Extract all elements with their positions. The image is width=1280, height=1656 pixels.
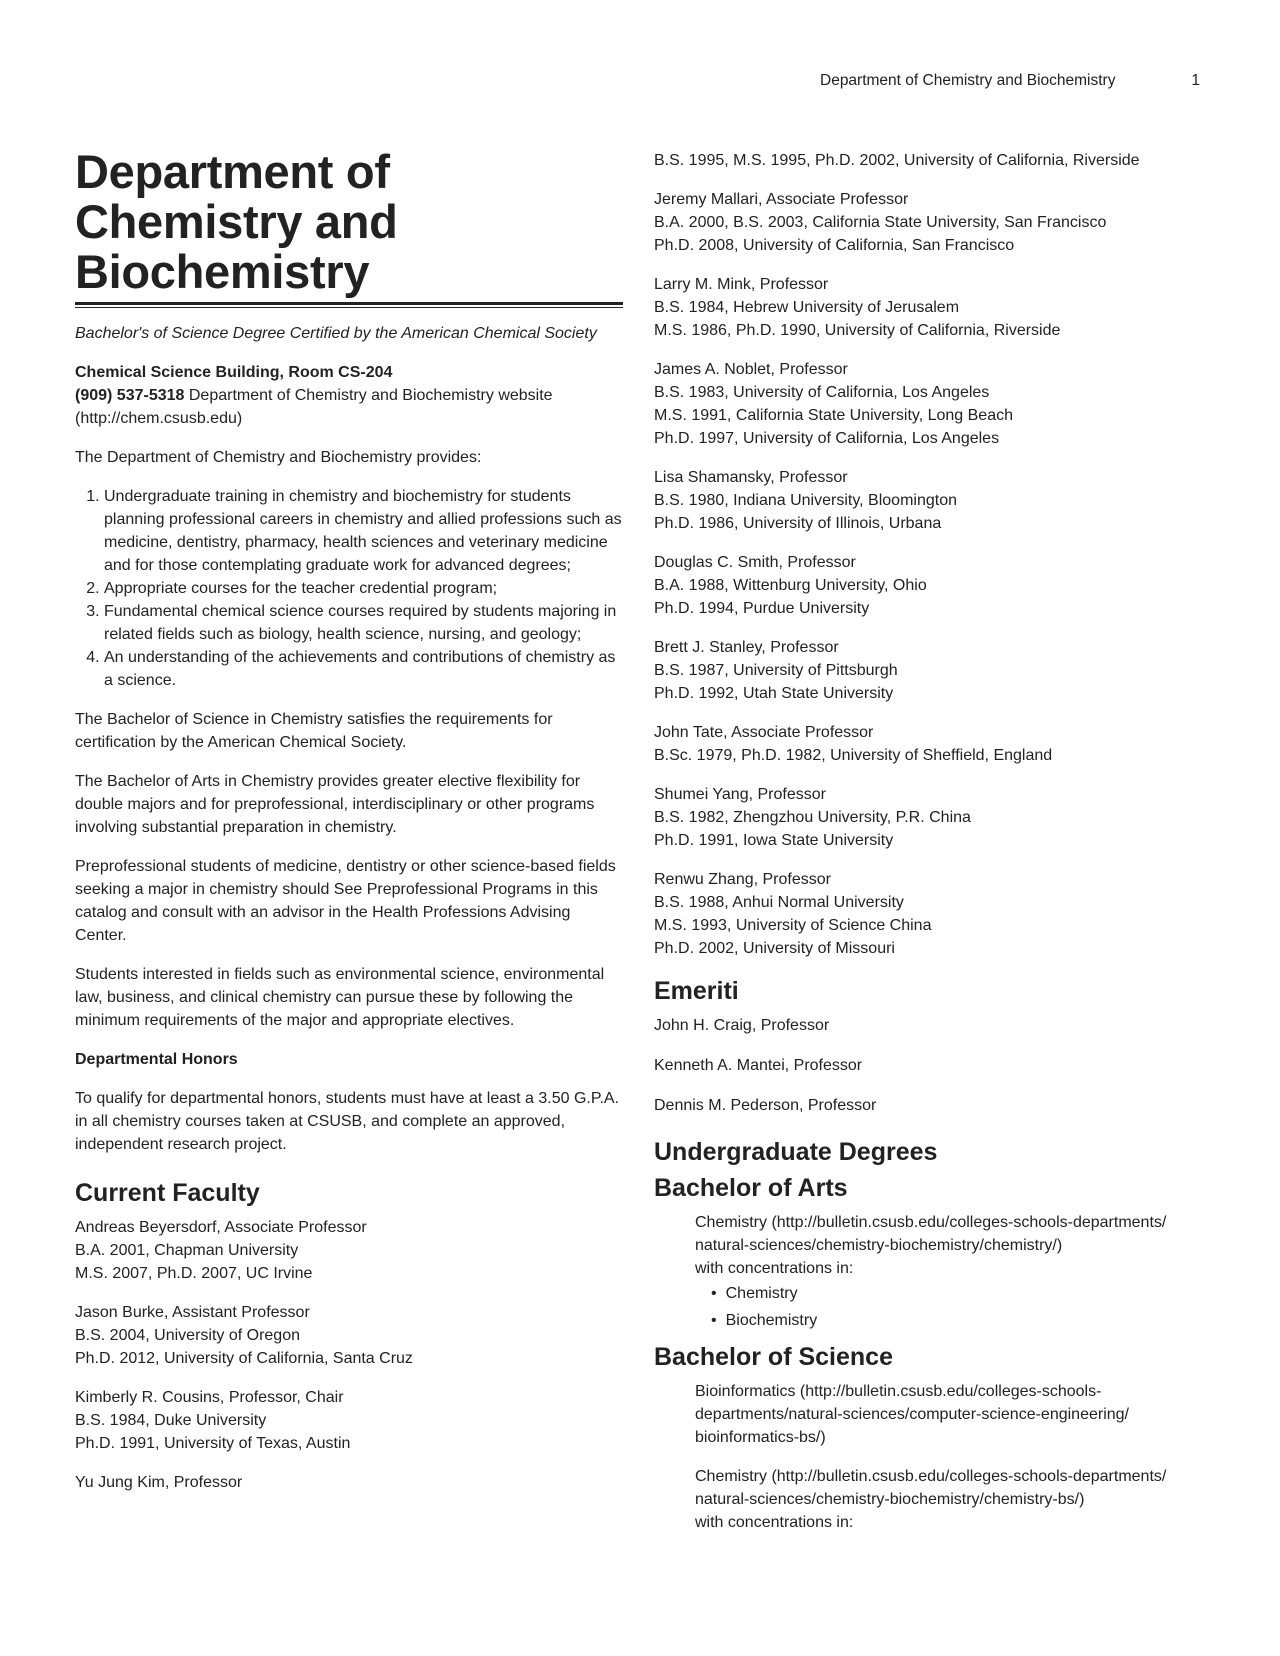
faculty-degree: M.S. 1986, Ph.D. 1990, University of California, Riverside	[654, 322, 1061, 339]
faculty-name: Andreas Beyersdorf, Associate Professor	[75, 1219, 367, 1236]
left-column	[75, 147, 623, 1510]
faculty-entry	[654, 149, 1202, 172]
faculty-name: Shumei Yang, Professor	[654, 786, 826, 803]
concentration-item: • Biochemistry	[711, 1307, 1202, 1334]
concentration-item: • Chemistry	[711, 1280, 1202, 1307]
faculty-degree: Ph.D. 1991, University of Texas, Austin	[75, 1435, 351, 1452]
bs-chemistry-program	[654, 1465, 1202, 1534]
running-header-title: Department of Chemistry and Biochemistry	[820, 72, 1116, 89]
building: Chemical Science Building, Room CS-204	[75, 364, 393, 381]
paragraph: Students interested in fields such as environmental science, environmental law, business, and clinical chemistry can pursue these by following the minimum requirements of the major and appropriate electives.	[75, 966, 605, 1029]
bs-concentrations-label: with concentrations in:	[695, 1514, 854, 1531]
faculty-heading: Current Faculty	[75, 1179, 260, 1207]
faculty-name: Renwu Zhang, Professor	[654, 871, 831, 888]
faculty-entry	[75, 1301, 623, 1370]
faculty-degree: B.S. 1987, University of Pittsburgh	[654, 662, 898, 679]
undergraduate-degrees-heading: Undergraduate Degrees	[654, 1138, 938, 1166]
faculty-name: James A. Noblet, Professor	[654, 361, 848, 378]
faculty-degree: B.S. 1982, Zhengzhou University, P.R. China	[654, 809, 971, 826]
ba-concentrations-list	[695, 1280, 1202, 1334]
faculty-name: Brett J. Stanley, Professor	[654, 639, 839, 656]
faculty-degree: Ph.D. 1986, University of Illinois, Urbana	[654, 515, 942, 532]
ba-chemistry-program	[654, 1211, 1202, 1334]
faculty-entry	[654, 551, 1202, 620]
faculty-degree: Ph.D. 1992, Utah State University	[654, 685, 894, 702]
emeriti-heading: Emeriti	[654, 977, 739, 1005]
faculty-degree: Ph.D. 2012, University of California, Santa Cruz	[75, 1350, 413, 1367]
bs-bioinformatics-program	[654, 1380, 1202, 1449]
emeritus-item: Kenneth A. Mantei, Professor	[654, 1057, 863, 1074]
paragraph: The Bachelor of Science in Chemistry satisfies the requirements for certification by the American Chemical Society.	[75, 711, 553, 751]
faculty-name: Jeremy Mallari, Associate Professor	[654, 191, 909, 208]
faculty-degree: B.S. 1980, Indiana University, Bloomington	[654, 492, 957, 509]
honors-text: To qualify for departmental honors, students must have at least a 3.50 G.P.A. in all chemistry courses taken at CSUSB, and complete an approved, independent research project.	[75, 1090, 620, 1153]
faculty-name: Jason Burke, Assistant Professor	[75, 1304, 310, 1321]
faculty-entry	[654, 358, 1202, 450]
faculty-degree: M.S. 2007, Ph.D. 2007, UC Irvine	[75, 1265, 313, 1282]
faculty-degree: B.A. 2000, B.S. 2003, California State University, San Francisco	[654, 214, 1107, 231]
paragraph: Preprofessional students of medicine, dentistry or other science-based fields seeking a major in chemistry should See Preprofessional Programs in this catalog and consult with an advisor in the Health Professions Advising Center.	[75, 858, 616, 944]
provides-list	[75, 485, 623, 692]
ba-chemistry-link[interactable]: Chemistry (http://bulletin.csusb.edu/colleges-schools-departments/	[695, 1214, 1167, 1231]
faculty-degree: Ph.D. 1997, University of California, Los Angeles	[654, 430, 1000, 447]
faculty-degree: Ph.D. 1994, Purdue University	[654, 600, 870, 617]
faculty-entry	[654, 636, 1202, 705]
faculty-degree: B.S. 2004, University of Oregon	[75, 1327, 300, 1344]
faculty-entry	[654, 721, 1202, 767]
faculty-name: John Tate, Associate Professor	[654, 724, 874, 741]
faculty-degree: Ph.D. 2008, University of California, San Francisco	[654, 237, 1015, 254]
faculty-degree: B.S. 1988, Anhui Normal University	[654, 894, 904, 911]
bs-bioinformatics-link[interactable]: Bioinformatics (http://bulletin.csusb.edu/colleges-schools-	[695, 1383, 1102, 1400]
faculty-entry	[654, 868, 1202, 960]
website-link[interactable]: Department of Chemistry and Biochemistry website	[188, 387, 553, 404]
honors-heading: Departmental Honors	[75, 1051, 238, 1068]
faculty-degree: B.Sc. 1979, Ph.D. 1982, University of Sheffield, England	[654, 747, 1053, 764]
faculty-degree: M.S. 1993, University of Science China	[654, 917, 932, 934]
bachelor-of-arts-heading: Bachelor of Arts	[654, 1174, 848, 1202]
paragraph: The Bachelor of Arts in Chemistry provides greater elective flexibility for double majors and for preprofessional, interdisciplinary or other programs involving substantial preparation in chemistry.	[75, 773, 595, 836]
bs-chemistry-link-cont[interactable]: natural-sciences/chemistry-biochemistry/chemistry-bs/)	[695, 1491, 1085, 1508]
faculty-degree: B.S. 1984, Hebrew University of Jerusalem	[654, 299, 960, 316]
faculty-degree: M.S. 1991, California State University, Long Beach	[654, 407, 1013, 424]
faculty-entry	[654, 273, 1202, 342]
list-item: 1. Undergraduate training in chemistry and biochemistry for students planning professional careers in chemistry and allied professions such as medicine, dentistry, pharmacy, health sciences and veterinary medicine and for those contemplating graduate work for advanced degrees;	[104, 485, 623, 577]
faculty-list	[75, 1216, 623, 1494]
emeritus-item: Dennis M. Pederson, Professor	[654, 1097, 877, 1114]
intro-text: The Department of Chemistry and Biochemistry provides:	[75, 449, 482, 466]
faculty-entry	[654, 188, 1202, 257]
faculty-name: Lisa Shamansky, Professor	[654, 469, 848, 486]
faculty-degree: B.A. 1988, Wittenburg University, Ohio	[654, 577, 927, 594]
emeritus-item: John H. Craig, Professor	[654, 1017, 830, 1034]
faculty-entry	[75, 1216, 623, 1285]
page-title: Department of Chemistry and Biochemistry	[75, 145, 398, 298]
faculty-degree: B.S. 1983, University of California, Los Angeles	[654, 384, 990, 401]
list-item: 2. Appropriate courses for the teacher credential program;	[104, 577, 623, 600]
faculty-entry	[75, 1471, 623, 1494]
faculty-list-continued	[654, 149, 1202, 960]
title-divider	[75, 302, 623, 308]
faculty-entry	[654, 466, 1202, 535]
faculty-entry	[654, 783, 1202, 852]
faculty-name: Larry M. Mink, Professor	[654, 276, 829, 293]
right-column	[654, 149, 1202, 1534]
faculty-name: Kimberly R. Cousins, Professor, Chair	[75, 1389, 344, 1406]
ba-concentrations-label: with concentrations in:	[695, 1260, 854, 1277]
page-number: 1	[1191, 72, 1200, 89]
running-header	[820, 72, 1200, 90]
bs-bioinformatics-link-cont[interactable]: bioinformatics-bs/)	[695, 1429, 826, 1446]
list-item: 3. Fundamental chemical science courses required by students majoring in related fields such as biology, health science, nursing, and geology;	[104, 600, 623, 646]
phone: (909) 537-5318	[75, 387, 185, 404]
faculty-entry	[75, 1386, 623, 1455]
website-url[interactable]: (http://chem.csusb.edu)	[75, 410, 243, 427]
ba-chemistry-link-cont[interactable]: natural-sciences/chemistry-biochemistry/chemistry/)	[695, 1237, 1063, 1254]
faculty-degree: B.S. 1984, Duke University	[75, 1412, 267, 1429]
contact-block	[75, 361, 623, 430]
faculty-degree: Ph.D. 2002, University of Missouri	[654, 940, 895, 957]
bs-chemistry-link[interactable]: Chemistry (http://bulletin.csusb.edu/colleges-schools-departments/	[695, 1468, 1167, 1485]
faculty-name: Yu Jung Kim, Professor	[75, 1474, 243, 1491]
faculty-degree: B.S. 1995, M.S. 1995, Ph.D. 2002, University of California, Riverside	[654, 152, 1140, 169]
bs-bioinformatics-link-cont[interactable]: departments/natural-sciences/computer-science-engineering/	[695, 1406, 1129, 1423]
faculty-degree: Ph.D. 1991, Iowa State University	[654, 832, 894, 849]
faculty-degree: B.A. 2001, Chapman University	[75, 1242, 299, 1259]
bachelor-of-science-heading: Bachelor of Science	[654, 1343, 893, 1371]
subtitle: Bachelor's of Science Degree Certified by the American Chemical Society	[75, 325, 597, 342]
list-item: 4. An understanding of the achievements and contributions of chemistry as a science.	[104, 646, 623, 692]
faculty-name: Douglas C. Smith, Professor	[654, 554, 856, 571]
